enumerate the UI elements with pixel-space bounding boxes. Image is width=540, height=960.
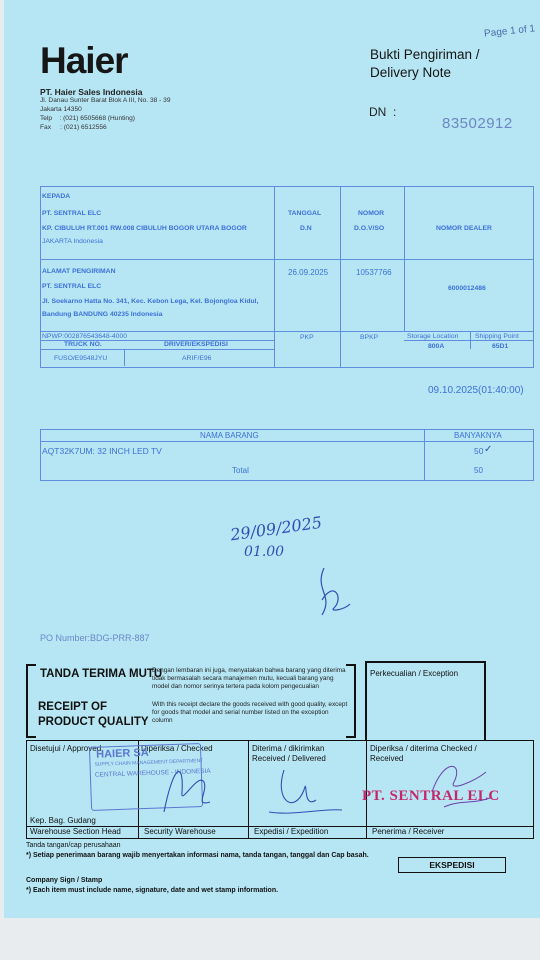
bracket-right-top xyxy=(346,664,356,666)
receipt-title-en: RECEIPT OF PRODUCT QUALITY xyxy=(38,701,149,728)
sig-table-top xyxy=(26,740,534,741)
print-timestamp: 09.10.2025(01:40:00) xyxy=(428,385,524,396)
po-number: PO Number:BDG-PRR-887 xyxy=(40,633,150,643)
tanggal-label: TANGGAL xyxy=(288,210,322,217)
handwritten-signature-expedition xyxy=(264,760,344,820)
receipt-text-id: Dengan lembaran ini juga, menyatakan bahwa barang yang diterima tidak bermasalah secara manajemen mutu, kecuali barang yang model dan nomor serinya tertera pada kolom pengecualian xyxy=(152,667,346,690)
storage-label: Storage Location xyxy=(407,333,459,340)
footer-note-id: *) Setiap penerimaan barang wajib menyertakan informasi nama, tanda tangan, tanggal dan Cap basah. xyxy=(26,852,369,859)
security-label: Security Warehouse xyxy=(144,827,216,836)
ship-name: PT. SENTRAL ELC xyxy=(42,283,102,290)
total-label: Total xyxy=(232,466,249,475)
col-nama-barang: NAMA BARANG xyxy=(200,431,259,440)
ship-address-2: Bandung BANDUNG 40235 Indonesia xyxy=(42,311,163,318)
handwritten-time: 01.00 xyxy=(244,544,285,560)
alamat-label: ALAMAT PENGIRIMAN xyxy=(42,268,116,275)
bracket-right xyxy=(354,664,356,738)
divider xyxy=(40,349,274,350)
kepada-label: KEPADA xyxy=(42,193,71,200)
bracket-bottom xyxy=(26,736,36,738)
dealer-number: 6000012486 xyxy=(448,285,486,292)
dealer-label: NOMOR DEALER xyxy=(436,225,492,232)
haier-logo: Haier xyxy=(40,40,128,81)
dn-date: 26.09.2025 xyxy=(288,268,329,277)
sig-col xyxy=(533,740,534,838)
sig-table-bottom xyxy=(26,838,534,839)
receiver-company-stamp: PT. SENTRAL ELC xyxy=(362,788,500,804)
divider xyxy=(340,186,341,367)
exception-right xyxy=(484,661,486,741)
company-telp: Telp : (021) 6505668 (Hunting) xyxy=(40,115,135,122)
driver-name: ARIF/E96 xyxy=(182,355,212,362)
recipient-address-1: KP. CIBULUH RT.001 RW.008 CIBULUH BOGOR UTARA BOGOR xyxy=(42,225,247,232)
ekspedisi-box xyxy=(398,857,506,873)
shipping-label: Shipping Point xyxy=(475,333,519,340)
checked-label: Diperiksa / Checked xyxy=(141,744,213,753)
divider xyxy=(40,331,533,332)
item-name: AQT32K7UM: 32 INCH LED TV xyxy=(42,446,162,456)
truck-label: TRUCK NO. xyxy=(64,341,102,348)
warehouse-head-label-1: Kep. Bag. Gudang xyxy=(30,816,96,825)
item-qty: 50 xyxy=(474,446,484,456)
company-address-1: Jl. Danau Sunter Barat Blok A III, No. 38 - 39 xyxy=(40,97,171,104)
divider xyxy=(40,441,533,442)
stamp-warehouse-text: CENTRAL WAREHOUSE - INDONESIA xyxy=(94,767,211,779)
ship-address-1: Jl. Soekarno Hatta No. 341, Kec. Kebon Lega, Kel. Bojongloa Kidul, xyxy=(42,298,259,305)
divider xyxy=(274,186,275,367)
divider xyxy=(124,349,125,366)
total-qty: 50 xyxy=(474,466,483,475)
recipient-address-2: JAKARTA Indonesia xyxy=(42,238,103,245)
expedition-label: Expedisi / Expedition xyxy=(254,827,329,836)
driver-label: DRIVER/EKSPEDISI xyxy=(164,341,228,348)
exception-label: Perkecualian / Exception xyxy=(370,669,459,678)
nomor-sub: D.O.V/SO xyxy=(354,225,385,232)
stamp-haier-text: HAIER SA xyxy=(95,746,149,761)
divider xyxy=(404,340,533,341)
recipient-name: PT. SENTRAL ELC xyxy=(42,210,102,217)
ekspedisi-label: EKSPEDISI xyxy=(429,860,475,870)
checked-received-label: Diperiksa / diterima Checked / Received xyxy=(370,744,477,764)
bracket-top xyxy=(26,664,36,666)
title-en: Delivery Note xyxy=(370,65,452,80)
company-address-2: Jakarta 14350 xyxy=(40,106,82,113)
stamp-scm-text: SUPPLY CHAIN MANAGEMENT DEPARTMENT xyxy=(94,757,204,768)
handwritten-date: 29/09/2025 xyxy=(229,512,324,545)
bracket-right-bottom xyxy=(346,736,356,738)
tanggal-sub: D.N xyxy=(300,225,312,232)
handwritten-signature-1 xyxy=(304,560,364,620)
title-id: Bukti Pengiriman / xyxy=(370,47,480,62)
pkp-label: PKP xyxy=(300,334,314,341)
received-label: Diterima / dikirimkan Received / Delivered xyxy=(252,744,326,764)
dn-label: DN : xyxy=(369,105,397,119)
divider xyxy=(424,429,425,480)
company-name: PT. Haier Sales Indonesia xyxy=(40,87,143,97)
footer-note-head: Tanda tangan/cap perusahaan xyxy=(26,842,121,849)
dn-number: 83502912 xyxy=(442,115,513,132)
bracket-left xyxy=(26,664,28,738)
receiver-label: Penerima / Receiver xyxy=(372,827,445,836)
footer-note-en: *) Each item must include name, signature, date and wet stamp information. xyxy=(26,887,279,894)
warehouse-head-label-2: Warehouse Section Head xyxy=(30,827,121,836)
npwp: NPWP:002876543648-4000 xyxy=(42,333,128,340)
col-banyaknya: BANYAKNYA xyxy=(454,431,502,440)
sig-col xyxy=(26,740,27,838)
delivery-note-sheet xyxy=(4,0,540,918)
approved-label: Disetujui / Approved xyxy=(30,744,102,753)
handwritten-signature-receiver xyxy=(424,752,494,812)
handwritten-signature-checked xyxy=(154,752,214,822)
item-check-mark: ✓ xyxy=(484,444,493,455)
do-number: 10537766 xyxy=(356,268,392,277)
bpkp-label: BPKP xyxy=(360,334,379,341)
sig-col xyxy=(248,740,249,838)
nomor-label: NOMOR xyxy=(358,210,385,217)
divider xyxy=(40,259,533,260)
exception-left xyxy=(365,661,367,741)
receipt-text-en: With this receipt declare the goods received with good quality, except for goods that model and serial number listed on the exception column xyxy=(152,701,348,724)
truck-number: FUSO/E9548JYU xyxy=(54,355,108,362)
shipping-value: 65D1 xyxy=(492,343,509,350)
storage-value: 800A xyxy=(428,343,445,350)
receipt-title-id: TANDA TERIMA MUTU xyxy=(40,668,163,680)
company-fax: Fax : (021) 6512556 xyxy=(40,124,107,131)
page-number: Page 1 of 1 xyxy=(483,23,536,40)
exception-top xyxy=(365,661,486,663)
footer-note-en-head: Company Sign / Stamp xyxy=(26,877,103,884)
